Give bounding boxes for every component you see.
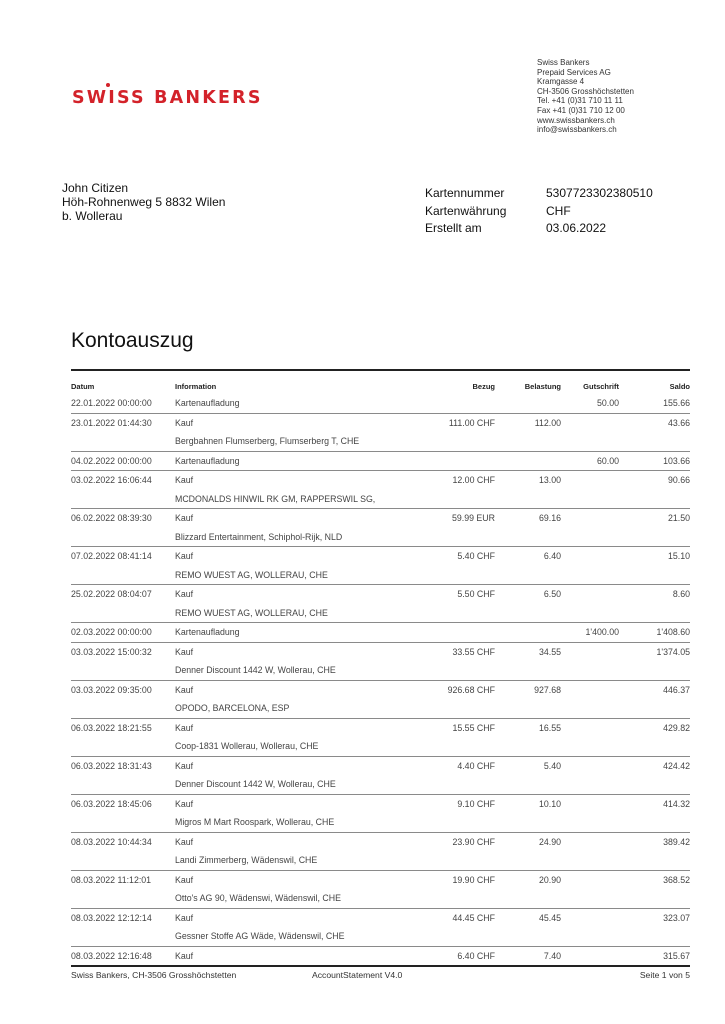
cell-bezug: 4.40 CHF [457, 760, 495, 771]
header-info: Information [175, 381, 217, 391]
table-row [71, 795, 690, 833]
cell-bezug: 111.00 CHF [448, 417, 495, 428]
cell-gutschrift: 60.00 [596, 455, 619, 466]
table-row [71, 623, 690, 643]
header-belastung: Belastung [524, 381, 561, 391]
cell-merchant: MCDONALDS HINWIL RK GM, RAPPERSWIL SG, [175, 493, 376, 504]
cell-bezug: 12.00 CHF [452, 475, 495, 486]
header-date: Datum [71, 381, 95, 391]
table-row [71, 452, 690, 472]
cell-date: 06.03.2022 18:31:43 [71, 760, 152, 771]
cell-date: 22.01.2022 00:00:00 [71, 398, 152, 409]
company-address-line: Fax +41 (0)31 710 12 00 [537, 105, 625, 115]
cell-belastung: 10.10 [538, 798, 561, 809]
recipient-address-line: Höh-Rohnenweg 5 8832 Wilen [62, 195, 226, 209]
divider [71, 369, 690, 371]
cell-bezug: 19.90 CHF [452, 874, 495, 885]
table-row [71, 643, 690, 681]
cell-saldo: 1'408.60 [656, 627, 690, 638]
cell-type: Kauf [175, 646, 194, 657]
cell-merchant: Denner Discount 1442 W, Wollerau, CHE [175, 779, 336, 790]
cell-bezug: 15.55 CHF [452, 722, 495, 733]
cell-saldo: 414.32 [663, 798, 690, 809]
cell-type: Kauf [175, 513, 194, 524]
table-row [71, 471, 690, 509]
cell-belastung: 6.50 [543, 589, 561, 600]
cell-belastung: 927.68 [534, 684, 561, 695]
card-number-label: Kartennummer [425, 186, 505, 200]
recipient-address-line: b. Wollerau [62, 209, 123, 223]
recipient-address [62, 181, 225, 223]
cell-merchant: Bergbahnen Flumserberg, Flumserberg T, CHE [175, 436, 360, 447]
cell-date: 25.02.2022 08:04:07 [71, 589, 152, 600]
company-address-line: www.swissbankers.ch [537, 115, 615, 125]
card-number-value: 5307723302380510 [546, 186, 653, 200]
cell-belastung: 34.55 [538, 646, 561, 657]
logo-text: SWISS BANKERS [72, 88, 263, 108]
cell-merchant: REMO WUEST AG, WOLLERAU, CHE [175, 569, 328, 580]
cell-date: 08.03.2022 11:12:01 [71, 874, 152, 885]
cell-date: 23.01.2022 01:44:30 [71, 417, 152, 428]
cell-type: Kauf [175, 950, 194, 961]
cell-saldo: 21.50 [667, 513, 690, 524]
row-main-line [71, 394, 690, 413]
company-address-line: Tel. +41 (0)31 710 11 11 [537, 96, 623, 106]
row-main-line [71, 643, 690, 662]
page-footer [71, 970, 690, 980]
cell-type: Kauf [175, 912, 194, 923]
cell-date: 06.03.2022 18:45:06 [71, 798, 152, 809]
cell-merchant: Otto's AG 90, Wädenswi, Wädenswil, CHE [175, 893, 341, 904]
row-main-line [71, 909, 690, 928]
cell-saldo: 1'374.05 [656, 646, 690, 657]
cell-date: 03.02.2022 16:06:44 [71, 475, 152, 486]
cell-bezug: 926.68 CHF [447, 684, 495, 695]
card-currency-row [425, 204, 653, 222]
cell-saldo: 389.42 [663, 836, 690, 847]
row-main-line [71, 623, 690, 642]
cell-type: Kauf [175, 417, 194, 428]
cell-gutschrift: 1'400.00 [585, 627, 619, 638]
cell-merchant: REMO WUEST AG, WOLLERAU, CHE [175, 607, 328, 618]
cell-bezug: 59.99 EUR [451, 513, 495, 524]
created-label: Erstellt am [425, 221, 482, 235]
table-row [71, 509, 690, 547]
header-bezug: Bezug [472, 381, 495, 391]
footer-page-number: Seite 1 von 5 [639, 970, 690, 980]
cell-merchant: OPODO, BARCELONA, ESP [175, 703, 290, 714]
cell-saldo: 90.66 [667, 475, 690, 486]
table-header [71, 378, 690, 394]
cell-saldo: 15.10 [667, 551, 690, 562]
card-currency-label: Kartenwährung [425, 203, 507, 218]
cell-date: 03.03.2022 15:00:32 [71, 646, 152, 657]
divider [71, 965, 690, 967]
cell-merchant: Migros M Mart Roospark, Wollerau, CHE [175, 817, 335, 828]
cell-saldo: 8.60 [672, 589, 690, 600]
cell-type: Kauf [175, 798, 194, 809]
card-number-row [425, 186, 653, 204]
cell-type: Kartenaufladung [175, 627, 240, 638]
cell-merchant: Coop-1831 Wollerau, Wollerau, CHE [175, 741, 319, 752]
table-row [71, 681, 690, 719]
cell-date: 06.03.2022 18:21:55 [71, 722, 152, 733]
company-address-line: Swiss Bankers [537, 58, 590, 67]
table-row [71, 757, 690, 795]
cell-merchant: Gessner Stoffe AG Wäde, Wädenswil, CHE [175, 931, 345, 942]
cell-type: Kauf [175, 722, 194, 733]
cell-merchant: Blizzard Entertainment, Schiphol-Rijk, NLD [175, 531, 343, 542]
cell-merchant: Denner Discount 1442 W, Wollerau, CHE [175, 665, 336, 676]
page-title: Kontoauszug [71, 329, 194, 352]
cell-bezug: 6.40 CHF [457, 950, 495, 961]
cell-type: Kauf [175, 475, 194, 486]
cell-type: Kauf [175, 760, 194, 771]
cell-belastung: 5.40 [543, 760, 561, 771]
company-address-line: info@swissbankers.ch [537, 125, 617, 135]
company-address-line: CH-3506 Grosshöchstetten [537, 86, 634, 96]
table-row [71, 719, 690, 757]
company-address-line: Kramgasse 4 [537, 77, 585, 87]
row-main-line [71, 414, 690, 433]
cell-belastung: 69.16 [538, 513, 561, 524]
cell-bezug: 9.10 CHF [457, 798, 495, 809]
table-row [71, 394, 690, 414]
footer-company: Swiss Bankers, CH-3506 Grosshöchstetten [71, 970, 237, 980]
row-main-line [71, 795, 690, 814]
cell-date: 08.03.2022 12:12:14 [71, 912, 152, 923]
cell-type: Kauf [175, 551, 194, 562]
row-main-line [71, 452, 690, 471]
cell-bezug: 23.90 CHF [452, 836, 495, 847]
cell-bezug: 33.55 CHF [452, 646, 495, 657]
row-main-line [71, 719, 690, 738]
created-value: 03.06.2022 [546, 221, 607, 235]
cell-date: 08.03.2022 10:44:34 [71, 836, 152, 847]
card-info [425, 186, 653, 239]
cell-date: 08.03.2022 12:16:48 [71, 950, 152, 961]
row-main-line [71, 509, 690, 528]
row-main-line [71, 681, 690, 700]
table-body [71, 394, 690, 984]
cell-belastung: 45.45 [538, 912, 561, 923]
cell-saldo: 103.66 [663, 455, 690, 466]
logo-dot-icon [106, 83, 110, 87]
card-currency-value: CHF [546, 203, 571, 218]
swiss-bankers-logo [72, 88, 263, 108]
cell-gutschrift: 50.00 [596, 398, 619, 409]
row-main-line [71, 871, 690, 890]
row-main-line [71, 757, 690, 776]
cell-merchant: Landi Zimmerberg, Wädenswil, CHE [175, 855, 318, 866]
cell-belastung: 20.90 [538, 874, 561, 885]
header-gutschrift: Gutschrift [583, 381, 619, 391]
table-row [71, 547, 690, 585]
table-row [71, 909, 690, 947]
cell-saldo: 315.67 [663, 950, 690, 961]
cell-saldo: 429.82 [663, 722, 690, 733]
footer-version: AccountStatement V4.0 [312, 970, 403, 980]
row-main-line [71, 947, 690, 966]
cell-belastung: 6.40 [543, 551, 561, 562]
cell-type: Kartenaufladung [175, 455, 240, 466]
cell-bezug: 44.45 CHF [452, 912, 495, 923]
table-row [71, 871, 690, 909]
cell-date: 02.03.2022 00:00:00 [71, 627, 152, 638]
cell-belastung: 24.90 [538, 836, 561, 847]
row-main-line [71, 471, 690, 490]
created-row [425, 221, 653, 239]
row-main-line [71, 547, 690, 566]
cell-saldo: 446.37 [663, 684, 690, 695]
cell-type: Kauf [175, 589, 194, 600]
cell-saldo: 424.42 [663, 760, 690, 771]
cell-bezug: 5.40 CHF [457, 551, 495, 562]
cell-belastung: 16.55 [538, 722, 561, 733]
cell-type: Kauf [175, 874, 194, 885]
cell-saldo: 368.52 [663, 874, 690, 885]
table-row [71, 414, 690, 452]
table-row [71, 833, 690, 871]
company-address [537, 58, 634, 135]
cell-date: 04.02.2022 00:00:00 [71, 455, 152, 466]
cell-belastung: 112.00 [534, 417, 561, 428]
cell-belastung: 7.40 [543, 950, 561, 961]
header-saldo: Saldo [669, 381, 690, 391]
cell-saldo: 155.66 [663, 398, 690, 409]
cell-date: 03.03.2022 09:35:00 [71, 684, 152, 695]
cell-belastung: 13.00 [538, 475, 561, 486]
cell-date: 06.02.2022 08:39:30 [71, 513, 152, 524]
row-main-line [71, 585, 690, 604]
row-main-line [71, 833, 690, 852]
transactions-table [71, 378, 690, 984]
cell-type: Kauf [175, 684, 194, 695]
cell-bezug: 5.50 CHF [457, 589, 495, 600]
cell-saldo: 323.07 [663, 912, 690, 923]
company-address-line: Prepaid Services AG [537, 67, 611, 77]
recipient-address-line: John Citizen [62, 181, 129, 195]
cell-type: Kartenaufladung [175, 398, 240, 409]
table-row [71, 585, 690, 623]
cell-date: 07.02.2022 08:41:14 [71, 551, 152, 562]
cell-saldo: 43.66 [667, 417, 690, 428]
cell-type: Kauf [175, 836, 194, 847]
